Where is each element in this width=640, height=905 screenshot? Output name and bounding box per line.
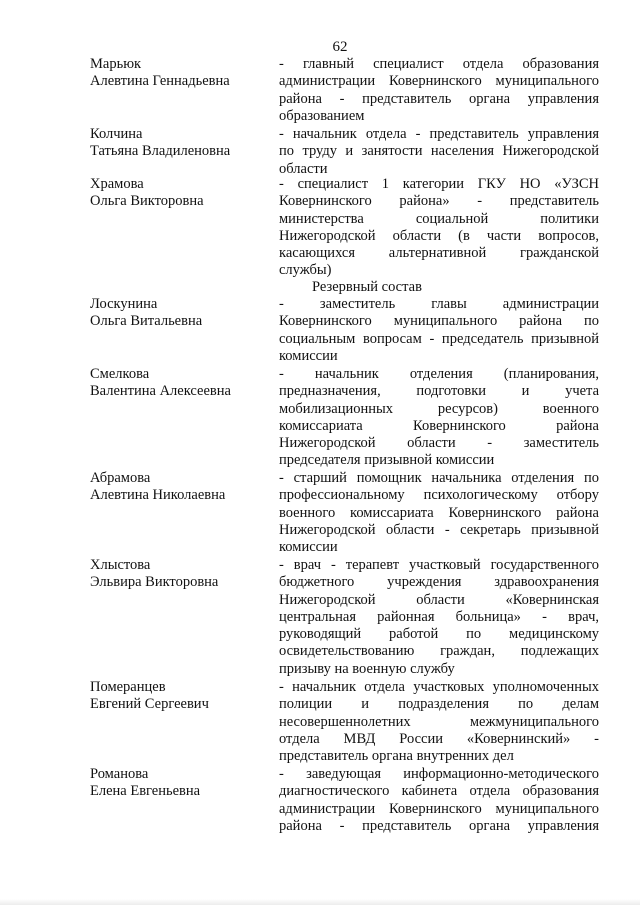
member-position bbox=[279, 679, 599, 765]
position-line: предназначения, подготовки и учета bbox=[279, 383, 599, 400]
position-line: несовершеннолетних межмуниципального bbox=[279, 713, 599, 730]
position-line: службы) bbox=[279, 262, 332, 279]
position-line: района - представитель органа управления bbox=[279, 817, 599, 834]
position-line: - заведующая информационно-методического bbox=[279, 766, 599, 782]
scan-edge-shadow bbox=[0, 899, 640, 905]
member-position bbox=[279, 557, 599, 678]
member-position bbox=[279, 56, 599, 125]
member-position bbox=[279, 766, 599, 835]
position-line: - старший помощник начальника отделения по bbox=[279, 470, 599, 486]
position-line: диагностического кабинета отдела образования bbox=[279, 783, 599, 800]
member-name bbox=[90, 766, 270, 801]
position-line: полиции и подразделения по делам bbox=[279, 696, 599, 713]
position-line: - главный специалист отдела образования bbox=[279, 56, 599, 72]
member-position bbox=[279, 470, 599, 556]
member-given-names: Валентина Алексеевна bbox=[90, 383, 231, 400]
position-line: - врач - терапевт участковый государственного bbox=[279, 557, 599, 573]
position-line: района - представитель органа управления bbox=[279, 90, 599, 107]
member-name bbox=[90, 126, 270, 161]
position-line: призыву на военную службу bbox=[279, 660, 455, 677]
position-line: Нижегородской области - заместитель bbox=[279, 435, 599, 452]
member-surname: Померанцев bbox=[90, 679, 166, 695]
position-line: Нижегородской области - секретарь призывной bbox=[279, 521, 599, 538]
member-name bbox=[90, 296, 270, 331]
member-given-names: Алевтина Николаевна bbox=[90, 487, 226, 504]
position-line: бюджетного учреждения здравоохранения bbox=[279, 574, 599, 591]
member-surname: Колчина bbox=[90, 126, 143, 142]
member-given-names: Татьяна Владиленовна bbox=[90, 143, 231, 160]
position-line: мобилизационных ресурсов) военного bbox=[279, 400, 599, 417]
member-given-names: Евгений Сергеевич bbox=[90, 696, 209, 713]
member-surname: Смелкова bbox=[90, 366, 150, 382]
position-line: Нижегородской области (в части вопросов, bbox=[279, 227, 599, 244]
position-line: области bbox=[279, 160, 328, 177]
member-surname: Романова bbox=[90, 766, 149, 782]
member-name bbox=[90, 366, 270, 401]
member-surname: Абрамова bbox=[90, 470, 151, 486]
member-position bbox=[279, 126, 599, 178]
member-name bbox=[90, 679, 270, 714]
member-name bbox=[90, 176, 270, 211]
position-line: - заместитель главы администрации bbox=[279, 296, 599, 312]
member-given-names: Ольга Витальевна bbox=[90, 313, 203, 330]
page-number: 62 bbox=[332, 39, 348, 55]
position-line: - начальник отделения (планирования, bbox=[279, 366, 599, 382]
position-line: образованием bbox=[279, 107, 365, 124]
position-line: комиссии bbox=[279, 347, 338, 364]
member-name bbox=[90, 56, 270, 91]
member-position bbox=[279, 176, 599, 280]
position-line: руководящий работой по медицинскому bbox=[279, 626, 599, 643]
position-line: - начальник отдела участковых уполномоченных bbox=[279, 679, 599, 695]
position-line: социальным вопросам - председатель призывной bbox=[279, 330, 599, 347]
position-line: Ковернинского муниципального района по bbox=[279, 313, 599, 330]
member-surname: Марьюк bbox=[90, 56, 142, 72]
member-given-names: Эльвира Викторовна bbox=[90, 574, 219, 591]
position-line: комиссариата Ковернинского района bbox=[279, 417, 599, 434]
member-given-names: Ольга Викторовна bbox=[90, 193, 204, 210]
position-line: Нижегородской области «Ковернинская bbox=[279, 591, 599, 608]
position-line: представитель органа внутренних дел bbox=[279, 748, 514, 765]
position-line: центральная районная больница» - врач, bbox=[279, 608, 599, 625]
position-line: - специалист 1 категории ГКУ НО «УЗСН bbox=[279, 176, 599, 192]
position-line: Ковернинского района» - представитель bbox=[279, 193, 599, 210]
member-name bbox=[90, 557, 270, 592]
position-line: администрации Ковернинского муниципального bbox=[279, 800, 599, 817]
member-surname: Лоскунина bbox=[90, 296, 158, 312]
position-line: администрации Ковернинского муниципального bbox=[279, 73, 599, 90]
member-position bbox=[279, 366, 599, 470]
section-heading-reserve: Резервный состав bbox=[312, 279, 422, 295]
position-line: военного комиссариата Ковернинского района bbox=[279, 504, 599, 521]
position-line: по труду и занятости населения Нижегородской bbox=[279, 143, 599, 160]
member-surname: Храмова bbox=[90, 176, 144, 192]
position-line: министерства социальной политики bbox=[279, 210, 599, 227]
position-line: - начальник отдела - представитель управления bbox=[279, 126, 599, 142]
position-line: касающихся альтернативной гражданской bbox=[279, 245, 599, 262]
position-line: комиссии bbox=[279, 539, 338, 556]
position-line: председателя призывной комиссии bbox=[279, 452, 495, 469]
position-line: профессиональному психологическому отбору bbox=[279, 487, 599, 504]
member-given-names: Елена Евгеньевна bbox=[90, 783, 201, 800]
member-position bbox=[279, 296, 599, 365]
position-line: освидетельствованию граждан, подлежащих bbox=[279, 643, 599, 660]
position-line: отдела МВД России «Ковернинский» - bbox=[279, 730, 599, 747]
member-name bbox=[90, 470, 270, 505]
member-surname: Хлыстова bbox=[90, 557, 151, 573]
member-given-names: Алевтина Геннадьевна bbox=[90, 73, 230, 90]
